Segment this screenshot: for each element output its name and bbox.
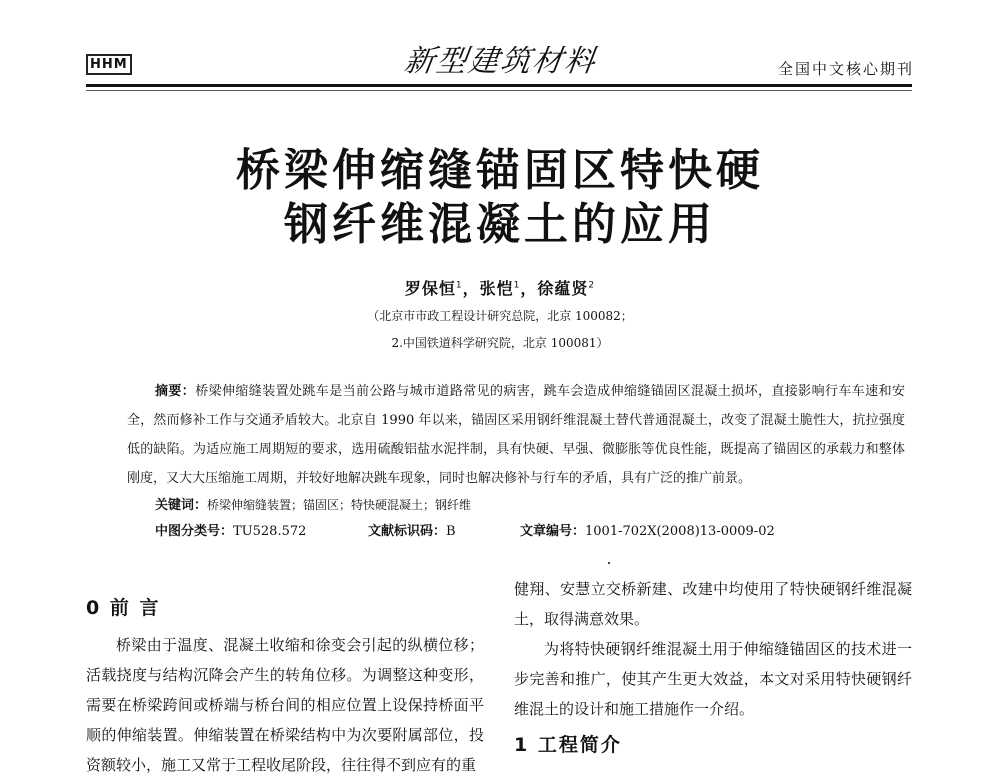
paragraph: 桥梁由于温度、混凝土收缩和徐变会引起的纵横位移；活载挠度与结构沉降会产生的转角位移。为调整这种变形，需要在桥梁跨间或桥端与桥台间的相应位置上设保持桥面平顺的伸缩装置。伸缩装置在桥梁结构中为次要附属部位，投资额较小，施工又常于工程收尾阶段，往往得不到应有的重 bbox=[86, 636, 484, 774]
keywords-label: 关键词： bbox=[155, 498, 208, 513]
paragraph: 为将特快硬钢纤维混凝土用于伸缩缝锚固区的技术进一步完善和推广，使其产生更大效益，本文对采用特快硬钢纤维混土的设计和施工措施作一介绍。 bbox=[514, 640, 912, 718]
paragraph: 健翔、安慧立交桥新建、改建中均使用了特快硬钢纤维混凝土，取得满意效果。 bbox=[514, 580, 912, 628]
article-number bbox=[520, 520, 775, 539]
author-name: 张恺 bbox=[479, 279, 514, 298]
journal-core-label: 全国中文核心期刊 bbox=[777, 60, 914, 78]
affiliation-line-2: 2.中国铁道科学研究院，北京 100081） bbox=[391, 336, 609, 350]
header-rule bbox=[86, 84, 912, 87]
paper-title-line-1: 桥梁伸缩缝锚固区特快硬 bbox=[236, 145, 764, 196]
clc-label: 中图分类号： bbox=[155, 524, 234, 539]
author-name: 罗保恒 bbox=[404, 279, 456, 298]
author-name: 徐蕴贤 bbox=[537, 279, 589, 298]
right-column bbox=[514, 574, 912, 724]
doc-code-label: 文献标识码： bbox=[368, 524, 447, 539]
article-number-value: 1001-702X(2008)13-0009-02 bbox=[585, 524, 775, 539]
keywords-text: 桥梁伸缩缝装置；锚固区；特快硬混凝土；钢纤维 bbox=[207, 498, 472, 512]
article-number-label: 文章编号： bbox=[520, 524, 586, 539]
affiliation-line-1: （北京市市政工程设计研究总院，北京 100082； bbox=[367, 309, 633, 323]
author-list bbox=[100, 276, 900, 299]
journal-logo-mark: HHM bbox=[86, 54, 132, 75]
keywords bbox=[155, 494, 471, 513]
document-code bbox=[368, 520, 456, 539]
author-affil-mark: 1 bbox=[455, 280, 463, 291]
section-heading-0: 0 前 言 bbox=[86, 597, 161, 619]
author-affil-mark: 1 bbox=[513, 280, 521, 291]
doc-code-value: B bbox=[446, 524, 456, 539]
clc-number bbox=[155, 520, 306, 539]
abstract-label: 摘要： bbox=[155, 384, 196, 399]
journal-title: 新型建筑材料 bbox=[402, 44, 599, 79]
abstract bbox=[127, 377, 905, 493]
author-affil-mark: 2 bbox=[588, 280, 596, 291]
section-heading-1: 1 工程简介 bbox=[514, 734, 622, 756]
left-column bbox=[86, 630, 484, 780]
clc-value: TU528.572 bbox=[233, 524, 307, 539]
paper-title-line-2: 钢纤维混凝土的应用 bbox=[284, 199, 716, 250]
author-separator: ， bbox=[462, 279, 480, 298]
author-separator: ， bbox=[520, 279, 538, 298]
abstract-text: 桥梁伸缩缝装置处跳车是当前公路与城市道路常见的病害，跳车会造成伸缩缝锚固区混凝土损坏，直接影响行车车速和安全，然而修补工作与交通矛盾较大。北京自 1990 年以来，锚固区采用钢纤维混凝土替代普通混凝土，改变了混凝土脆性大，抗拉强度低的缺陷。为适应施工周期短的要求，选用硫酸铝盐水泥拌制，具有快硬、早强、微膨胀等优良性能，既提高了锚固区的承载力和整体刚度，又大大压缩施工周期，并较好地解决跳车现象，同时也解决修补与行车的矛盾，具有广泛的推广前景。 bbox=[127, 384, 905, 486]
header-rule-thin bbox=[86, 90, 912, 91]
scan-speck bbox=[608, 562, 610, 564]
